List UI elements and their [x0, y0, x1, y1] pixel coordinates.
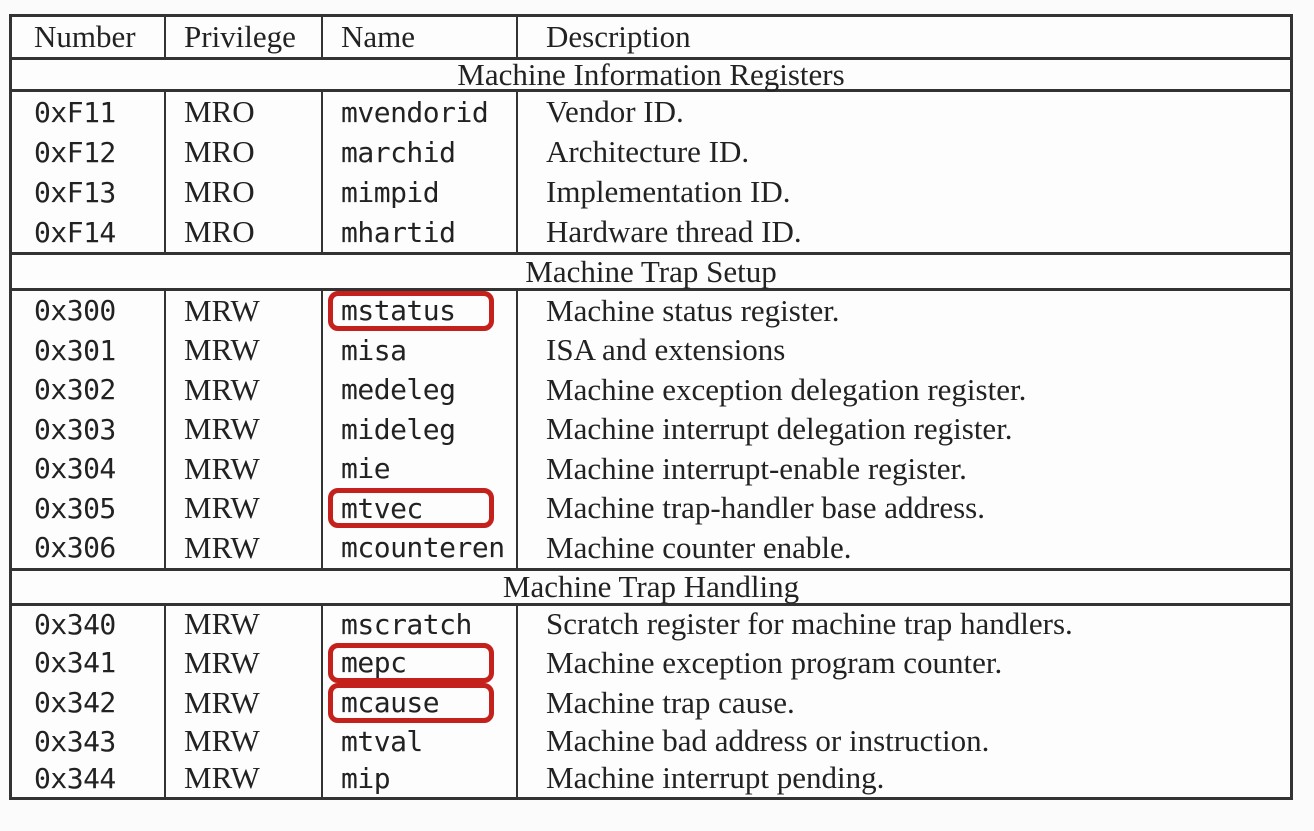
privilege-cell: MRO	[164, 212, 321, 252]
description-cell: Architecture ID.	[516, 132, 1290, 172]
table-row	[12, 606, 1290, 643]
name-cell	[321, 449, 516, 489]
name-cell	[321, 370, 516, 410]
register-name: marchid	[341, 135, 456, 169]
privilege-cell: MRW	[164, 643, 321, 683]
privilege-cell: MRW	[164, 370, 321, 410]
number-cell: 0x305	[34, 491, 116, 525]
description-cell: Vendor ID.	[516, 92, 1290, 132]
number-cell: 0x342	[34, 686, 116, 720]
privilege-cell: MRW	[164, 606, 321, 643]
number-cell: 0xF14	[34, 215, 116, 249]
description-cell: Machine exception program counter.	[516, 643, 1290, 683]
table-row	[12, 410, 1290, 450]
table-row	[12, 683, 1290, 723]
number-cell: 0x340	[34, 607, 116, 641]
table-row	[12, 212, 1290, 252]
name-cell	[321, 643, 516, 683]
table-row	[12, 370, 1290, 410]
name-cell	[321, 92, 516, 132]
number-cell: 0x302	[34, 373, 116, 407]
table-row	[12, 331, 1290, 371]
register-name: mscratch	[341, 607, 472, 641]
register-name: mtval	[341, 724, 423, 758]
section-header: Machine Trap Handling	[12, 568, 1290, 606]
register-name: mhartid	[341, 215, 456, 249]
highlight-box: mepc	[328, 643, 494, 683]
table-header-row	[12, 17, 1290, 57]
number-cell: 0x301	[34, 333, 116, 367]
privilege-cell: MRO	[164, 132, 321, 172]
privilege-cell: MRW	[164, 449, 321, 489]
description-cell: Scratch register for machine trap handlers.	[516, 606, 1290, 643]
name-cell	[321, 489, 516, 529]
privilege-cell: MRO	[164, 92, 321, 132]
privilege-cell: MRW	[164, 291, 321, 331]
table-row	[12, 528, 1290, 568]
section-header: Machine Information Registers	[12, 57, 1290, 92]
register-name: mie	[341, 452, 391, 486]
number-cell: 0x343	[34, 724, 116, 758]
column-header-name: Name	[321, 17, 516, 57]
description-cell: Machine exception delegation register.	[516, 370, 1290, 410]
name-cell	[321, 528, 516, 568]
name-cell	[321, 683, 516, 723]
privilege-cell: MRW	[164, 683, 321, 723]
description-cell: Hardware thread ID.	[516, 212, 1290, 252]
privilege-cell: MRW	[164, 528, 321, 568]
number-cell: 0x341	[34, 646, 116, 680]
description-cell: Machine interrupt pending.	[516, 760, 1290, 797]
register-name: medeleg	[341, 373, 456, 407]
number-cell: 0x300	[34, 294, 116, 328]
register-name: misa	[341, 333, 407, 367]
table-row	[12, 172, 1290, 212]
register-name: mimpid	[341, 175, 440, 209]
highlight-box: mtvec	[328, 488, 494, 528]
description-cell: Machine interrupt delegation register.	[516, 410, 1290, 450]
description-cell: Implementation ID.	[516, 172, 1290, 212]
name-cell	[321, 410, 516, 450]
section-header: Machine Trap Setup	[12, 252, 1290, 291]
name-cell	[321, 760, 516, 797]
privilege-cell: MRW	[164, 331, 321, 371]
privilege-cell: MRW	[164, 410, 321, 450]
number-cell: 0x303	[34, 412, 116, 446]
name-cell	[321, 212, 516, 252]
name-cell	[321, 291, 516, 331]
name-cell	[321, 723, 516, 760]
privilege-cell: MRW	[164, 723, 321, 760]
table-row	[12, 643, 1290, 683]
table-row	[12, 291, 1290, 331]
description-cell: Machine trap-handler base address.	[516, 489, 1290, 529]
section-machine-information-registers	[12, 92, 1290, 252]
name-cell	[321, 606, 516, 643]
highlight-box: mcause	[328, 683, 494, 723]
number-cell: 0xF12	[34, 135, 116, 169]
privilege-cell: MRW	[164, 489, 321, 529]
column-header-number: Number	[34, 19, 136, 54]
register-name: mcounteren	[341, 531, 505, 565]
description-cell: Machine bad address or instruction.	[516, 723, 1290, 760]
table-row	[12, 449, 1290, 489]
section-machine-trap-setup	[12, 291, 1290, 568]
name-cell	[321, 331, 516, 371]
highlight-box: mstatus	[328, 291, 494, 331]
register-name: mip	[341, 761, 391, 795]
table-row	[12, 489, 1290, 529]
name-cell	[321, 132, 516, 172]
register-name: mvendorid	[341, 95, 489, 129]
number-cell: 0x306	[34, 531, 116, 565]
table-row	[12, 760, 1290, 797]
description-cell: Machine counter enable.	[516, 528, 1290, 568]
description-cell: Machine trap cause.	[516, 683, 1290, 723]
number-cell: 0xF11	[34, 95, 116, 129]
section-machine-trap-handling	[12, 606, 1290, 798]
table-row	[12, 92, 1290, 132]
column-header-privilege: Privilege	[164, 17, 321, 57]
number-cell: 0xF13	[34, 175, 116, 209]
description-cell: ISA and extensions	[516, 331, 1290, 371]
csr-table	[9, 14, 1293, 800]
table-row	[12, 723, 1290, 760]
name-cell	[321, 172, 516, 212]
number-cell: 0x304	[34, 452, 116, 486]
privilege-cell: MRO	[164, 172, 321, 212]
description-cell: Machine interrupt-enable register.	[516, 449, 1290, 489]
privilege-cell: MRW	[164, 760, 321, 797]
table-row	[12, 132, 1290, 172]
number-cell: 0x344	[34, 761, 116, 795]
register-name: mideleg	[341, 412, 456, 446]
description-cell: Machine status register.	[516, 291, 1290, 331]
column-header-description: Description	[516, 17, 1290, 57]
